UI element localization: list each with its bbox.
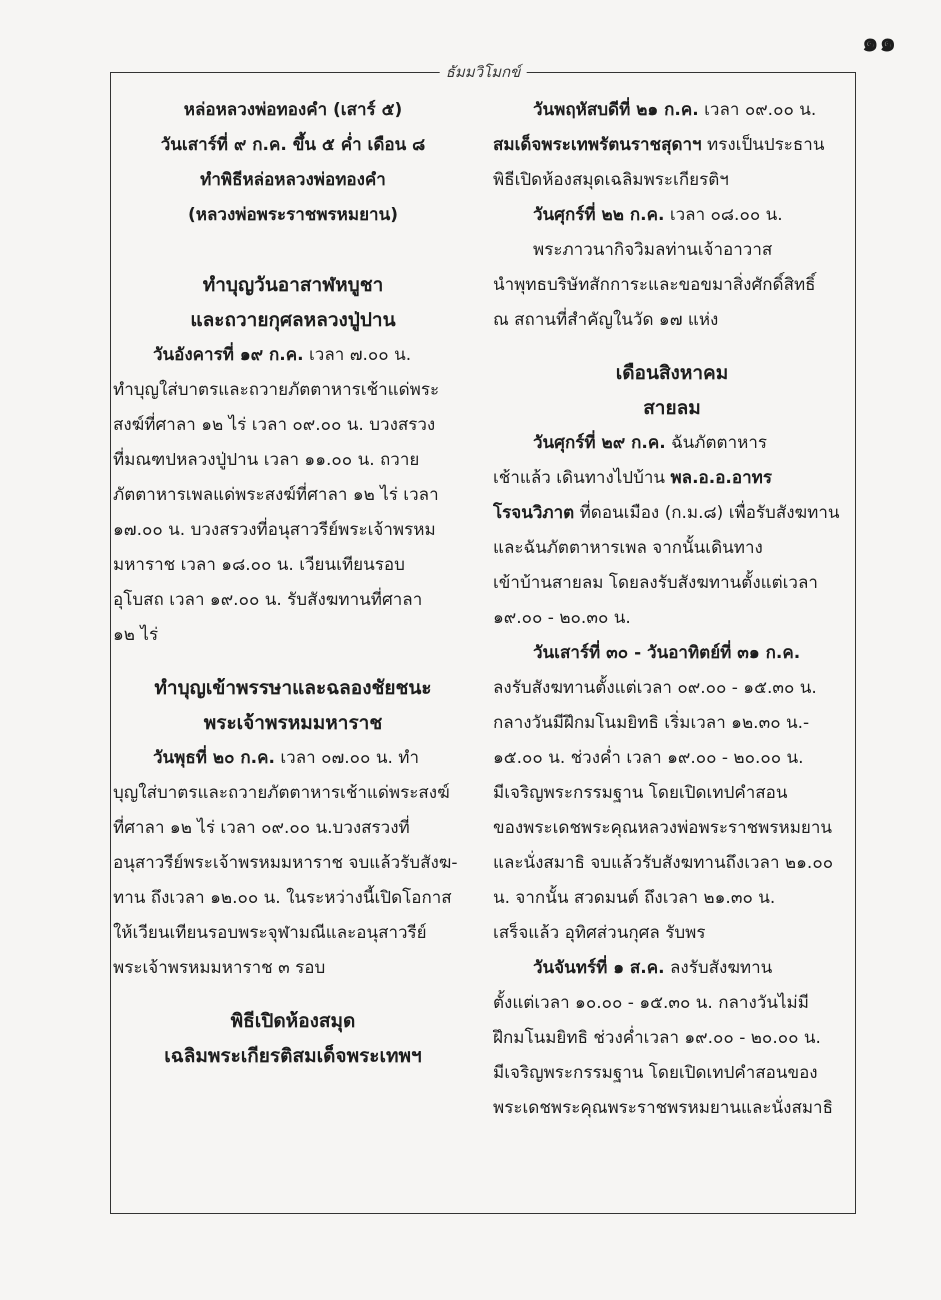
body-line: และฉันภัตตาหารเพล จากนั้นเดินทาง (493, 538, 763, 558)
body-line: เข้าบ้านสายลม โดยลงรับสังฆทานตั้งแต่เวลา (493, 573, 818, 593)
body-line: สงฆ์ที่ศาลา ๑๒ ไร่ เวลา ๐๙.๐๐ น. บวงสรวง (113, 415, 436, 435)
body-line: พระเดชพระคุณพระราชพรหมยานและนั่งสมาธิ (493, 1098, 833, 1118)
title-line: (หลวงพ่อพระราชพรหมยาน) (188, 205, 398, 225)
body-line: ตั้งแต่เวลา ๑๐.๐๐ - ๑๕.๓๐ น. กลางวันไม่มี (493, 993, 809, 1013)
section-heading: พระเจ้าพรหมมหาราช (203, 712, 383, 734)
section-heading: พิธีเปิดห้องสมุด (230, 1010, 356, 1032)
page-number: ๑๑ (861, 28, 897, 58)
body-line: ลงรับสังฆทานตั้งแต่เวลา ๐๙.๐๐ - ๑๕.๓๐ น. (493, 678, 817, 698)
body-line: ภัตตาหารเพลแด่พระสงฆ์ที่ศาลา ๑๒ ไร่ เวลา (113, 485, 439, 505)
body-line: ให้เวียนเทียนรอบพระจุฬามณีและอนุสาวรีย์ (113, 923, 427, 943)
body-line: สมเด็จพระเทพรัตนราชสุดาฯ ทรงเป็นประธาน (493, 135, 825, 155)
body-line: อนุสาวรีย์พระเจ้าพรหมมหาราช จบแล้วรับสังฆ- (113, 853, 458, 873)
body-line: อุโบสถ เวลา ๑๙.๐๐ น. รับสังฆทานที่ศาลา (113, 590, 423, 610)
event-date: วันศุกร์ที่ ๒๙ ก.ค. (533, 433, 666, 453)
body-line: ของพระเดชพระคุณหลวงพ่อพระราชพรหมยาน (493, 818, 833, 838)
running-head: ธัมมวิโมกข์ (440, 60, 527, 84)
title-line: วันเสาร์ที่ ๙ ก.ค. ขึ้น ๕ ค่ำ เดือน ๘ (160, 135, 426, 155)
event-date: วันพุธที่ ๒๐ ก.ค. (153, 748, 275, 768)
event-date-line (493, 426, 851, 461)
host-surname: โรจนวิภาต (493, 503, 575, 523)
event-date: วันอังคารที่ ๑๙ ก.ค. (153, 345, 304, 365)
body-line: พระภาวนากิจวิมลท่านเจ้าอาวาส (533, 240, 773, 260)
event-date: วันศุกร์ที่ ๒๒ ก.ค. (533, 205, 665, 225)
body-line: ที่ศาลา ๑๒ ไร่ เวลา ๐๙.๐๐ น.บวงสรวงที่ (113, 818, 410, 838)
left-column (113, 93, 473, 1074)
event-time: เวลา ๐๘.๐๐ น. (669, 205, 783, 225)
body-line: ที่มณฑปหลวงปู่ปาน เวลา ๑๑.๐๐ น. ถวาย (113, 450, 420, 470)
body-line: มีเจริญพระกรรมฐาน โดยเปิดเทปคำสอนของ (493, 1063, 818, 1083)
body-line: บุญใส่บาตรและถวายภัตตาหารเช้าแด่พระสงฆ์ (113, 783, 450, 803)
body-line: นำพุทธบริษัทสักการะและขอขมาสิ่งศักดิ์สิทธิ์ (493, 275, 816, 295)
body-line: โรจนวิภาต ที่ดอนเมือง (ก.ม.๘) เพื่อรับสังฆทาน (493, 503, 840, 523)
location-heading: สายลม (643, 397, 701, 419)
body-line: เช้าแล้ว เดินทางไปบ้าน พล.อ.อ.อาทร (493, 468, 772, 488)
event-date: วันพฤหัสบดีที่ ๒๑ ก.ค. (533, 100, 699, 120)
body-line: ๑๕.๐๐ น. ช่วงค่ำ เวลา ๑๙.๐๐ - ๒๐.๐๐ น. (493, 748, 804, 768)
host-name: พล.อ.อ.อาทร (670, 468, 772, 488)
event-time: เวลา ๐๗.๐๐ น. ทำ (280, 748, 419, 768)
body-line: พิธีเปิดห้องสมุดเฉลิมพระเกียรติฯ (493, 170, 729, 190)
body-line: และนั่งสมาธิ จบแล้วรับสังฆทานถึงเวลา ๒๑.๐๐ (493, 853, 834, 873)
event-time: เวลา ๗.๐๐ น. (309, 345, 412, 365)
section-heading: ทำบุญวันอาสาฬหบูชา (202, 274, 384, 296)
event-time: ฉันภัตตาหาร (671, 433, 767, 453)
event-date-line (113, 741, 473, 776)
body-line: ฝึกมโนมยิทธิ ช่วงค่ำเวลา ๑๙.๐๐ - ๒๐.๐๐ น. (493, 1028, 821, 1048)
title-line: ทำพิธีหล่อหลวงพ่อทองคำ (200, 170, 386, 190)
body-line: เสร็จแล้ว อุทิศส่วนกุศล รับพร (493, 923, 706, 943)
body-line: ๑๒ ไร่ (113, 625, 159, 645)
right-column (493, 93, 851, 1126)
body-line: ทาน ถึงเวลา ๑๒.๐๐ น. ในระหว่างนี้เปิดโอกาส (113, 888, 452, 908)
event-time: ลงรับสังฆทาน (670, 958, 773, 978)
body-line: ๑๗.๐๐ น. บวงสรวงที่อนุสาวรีย์พระเจ้าพรหม (113, 520, 436, 540)
event-date: วันเสาร์ที่ ๓๐ - วันอาทิตย์ที่ ๓๑ ก.ค. (533, 643, 801, 663)
event-date-line (493, 93, 851, 128)
royal-name: สมเด็จพระเทพรัตนราชสุดาฯ (493, 135, 702, 155)
event-date-line (493, 951, 851, 986)
title-line: หล่อหลวงพ่อทองคำ (เสาร์ ๕) (183, 100, 403, 120)
section-heading: เฉลิมพระเกียรติสมเด็จพระเทพฯ (164, 1045, 422, 1067)
section-heading: และถวายกุศลหลวงปู่ปาน (190, 309, 396, 331)
body-line: น. จากนั้น สวดมนต์ ถึงเวลา ๒๑.๓๐ น. (493, 888, 776, 908)
body-line: พระเจ้าพรหมมหาราช ๓ รอบ (113, 958, 326, 978)
event-date-line (493, 198, 851, 233)
body-line: ณ สถานที่สำคัญในวัด ๑๗ แห่ง (493, 310, 719, 330)
section-heading: ทำบุญเข้าพรรษาและฉลองชัยชนะ (154, 677, 432, 699)
body-line: ๑๙.๐๐ - ๒๐.๓๐ น. (493, 608, 631, 628)
body-line: มีเจริญพระกรรมฐาน โดยเปิดเทปคำสอน (493, 783, 788, 803)
event-time: เวลา ๐๙.๐๐ น. (704, 100, 817, 120)
body-line: ทำบุญใส่บาตรและถวายภัตตาหารเช้าแด่พระ (113, 380, 440, 400)
event-date-line (113, 338, 473, 373)
event-date: วันจันทร์ที่ ๑ ส.ค. (533, 958, 665, 978)
content-frame (110, 63, 856, 1214)
body-line: มหาราช เวลา ๑๘.๐๐ น. เวียนเทียนรอบ (113, 555, 405, 575)
month-heading: เดือนสิงหาคม (615, 362, 729, 384)
body-line: กลางวันมีฝึกมโนมยิทธิ เริ่มเวลา ๑๒.๓๐ น.- (493, 713, 810, 733)
